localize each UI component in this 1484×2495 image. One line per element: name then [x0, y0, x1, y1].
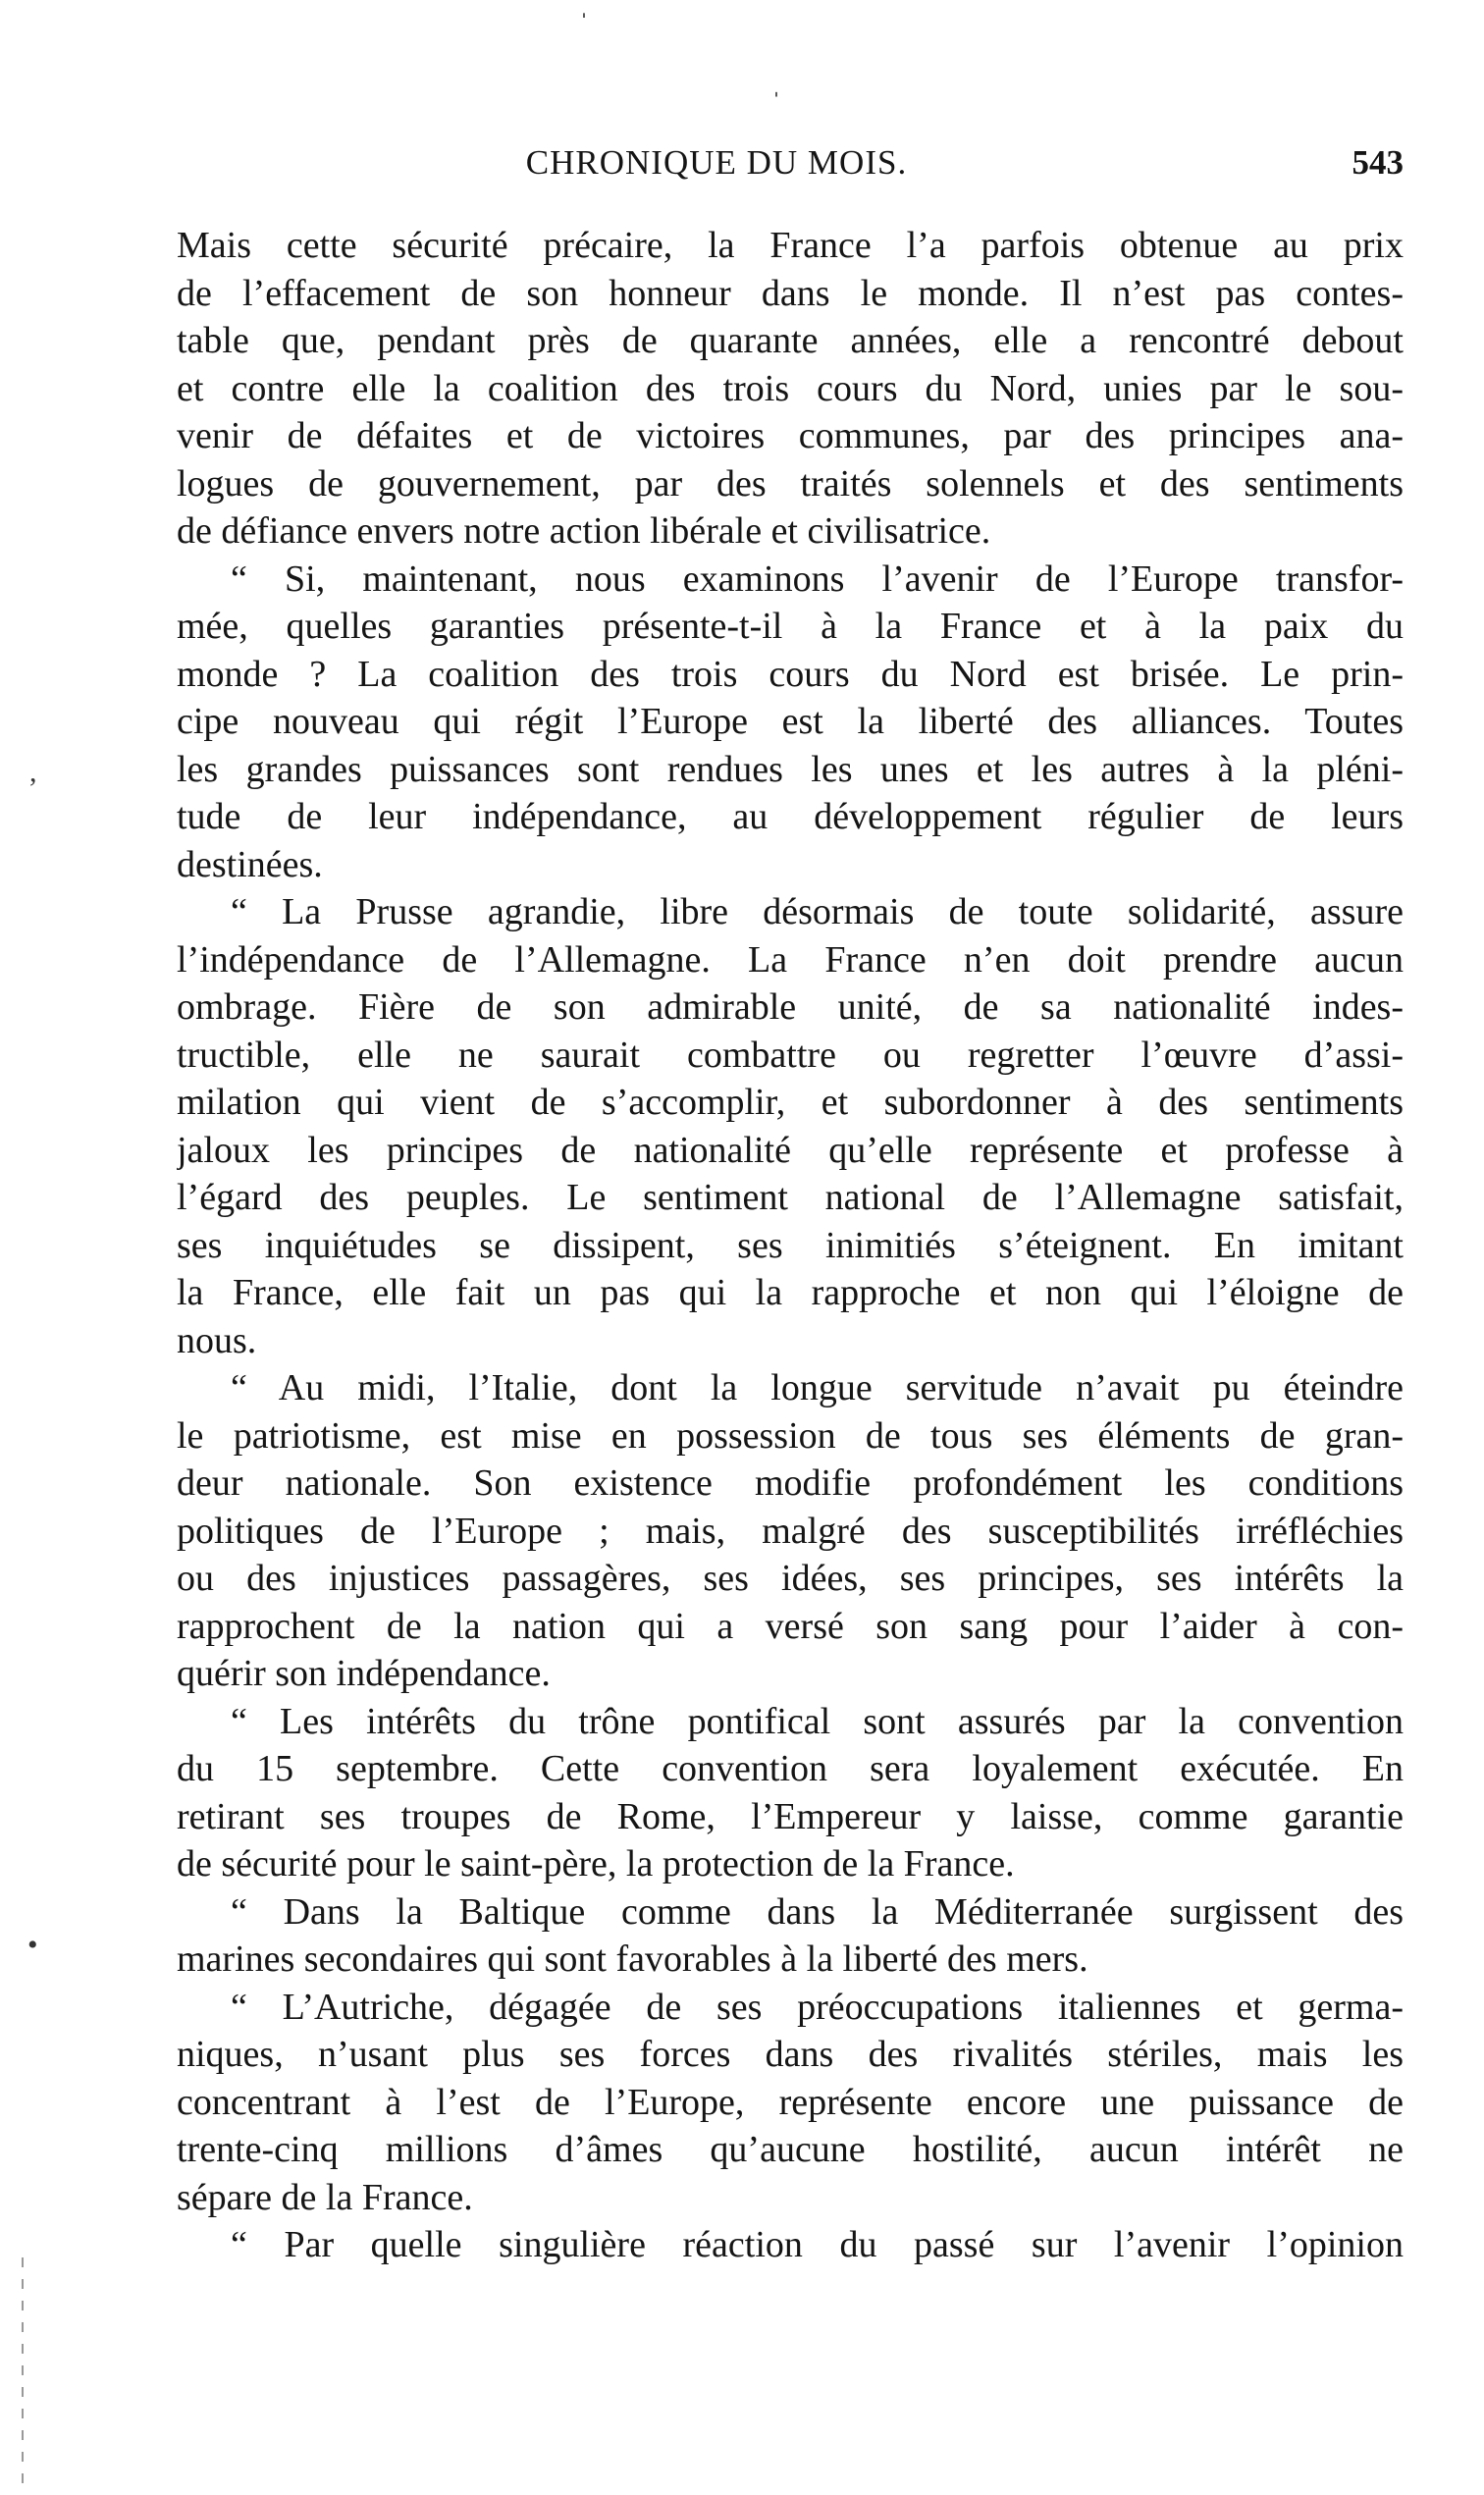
text-line: “ Par quelle singulière réaction du passé sur l’avenir l’opinion — [231, 2224, 1404, 2265]
text-line: Mais cette sécurité précaire, la France l’a parfois obtenue au prix — [177, 225, 1404, 266]
text-line: et contre elle la coalition des trois cours du Nord, unies par le sou- — [177, 367, 1404, 409]
text-line: “ Les intérêts du trône pontifical sont assurés par la convention — [231, 1700, 1404, 1742]
text-line: “ L’Autriche, dégagée de ses préoccupations italiennes et germa- — [231, 1986, 1404, 2028]
text-line: les grandes puissances sont rendues les unes et les autres à la pléni- — [177, 748, 1404, 790]
text-line: rapprochent de la nation qui a versé son sang pour l’aider à con- — [177, 1605, 1404, 1647]
scan-speck: , — [29, 756, 37, 788]
text-line: quérir son indépendance. — [177, 1653, 551, 1694]
text-line: table que, pendant près de quarante années, elle a rencontré debout — [177, 320, 1404, 361]
running-title: CHRONIQUE DU MOIS. — [525, 143, 908, 182]
text-line: tude de leur indépendance, au développement régulier de leurs — [177, 796, 1404, 837]
text-line: marines secondaires qui sont favorables à la liberté des mers. — [177, 1938, 1088, 1980]
text-line: nous. — [177, 1319, 257, 1361]
text-line: “ Dans la Baltique comme dans la Méditerranée surgissent des — [231, 1890, 1404, 1933]
text-line: monde ? La coalition des trois cours du Nord est brisée. Le prin- — [177, 653, 1404, 695]
text-line: venir de défaites et de victoires communes, par des principes ana- — [177, 415, 1404, 456]
text-line: ombrage. Fière de son admirable unité, de sa nationalité indes- — [177, 986, 1404, 1028]
text-line: l’indépendance de l’Allemagne. La France n’en doit prendre aucun — [177, 938, 1404, 981]
text-line: retirant ses troupes de Rome, l’Empereur y laisse, comme garantie — [177, 1795, 1404, 1837]
scan-speck: • — [27, 1929, 38, 1961]
scan-margin-mark — [22, 2257, 24, 2483]
text-line: sépare de la France. — [177, 2176, 473, 2218]
text-line: du 15 septembre. Cette convention sera loyalement exécutée. En — [177, 1748, 1404, 1789]
scan-speck: ˈ — [579, 8, 589, 40]
text-line: la France, elle fait un pas qui la rapproche et non qui l’éloigne de — [177, 1272, 1404, 1313]
text-line: cipe nouveau qui régit l’Europe est la liberté des alliances. Toutes — [177, 701, 1404, 742]
page-number: 543 — [1352, 143, 1404, 182]
text-line: l’égard des peuples. Le sentiment national de l’Allemagne satisfait, — [177, 1177, 1404, 1218]
text-line: “ Au midi, l’Italie, dont la longue servitude n’avait pu éteindre — [231, 1367, 1404, 1408]
running-head — [177, 143, 1404, 192]
text-line: destinées. — [177, 843, 323, 885]
text-line: politiques de l’Europe ; mais, malgré des susceptibilités irréfléchies — [177, 1510, 1404, 1552]
text-line: deur nationale. Son existence modifie profondément les conditions — [177, 1462, 1404, 1504]
scan-speck: ˌ — [771, 65, 781, 97]
text-line: mée, quelles garanties présente-t-il à la France et à la paix du — [177, 606, 1404, 647]
text-line: niques, n’usant plus ses forces dans des rivalités stériles, mais les — [177, 2034, 1404, 2075]
text-line: “ Si, maintenant, nous examinons l’avenir de l’Europe transfor- — [231, 557, 1404, 600]
text-line: ou des injustices passagères, ses idées, ses principes, ses intérêts la — [177, 1558, 1404, 1599]
text-line: milation qui vient de s’accomplir, et subordonner à des sentiments — [177, 1082, 1404, 1123]
text-line: de l’effacement de son honneur dans le monde. Il n’est pas contes- — [177, 272, 1404, 314]
text-line: de défiance envers notre action libérale et civilisatrice. — [177, 510, 991, 552]
text-line: logues de gouvernement, par des traités solennels et des sentiments — [177, 462, 1404, 504]
text-line: trente-cinq millions d’âmes qu’aucune hostilité, aucun intérêt ne — [177, 2129, 1404, 2170]
text-line: ses inquiétudes se dissipent, ses inimitiés s’éteignent. En imitant — [177, 1224, 1404, 1266]
body-text — [177, 222, 1404, 2269]
text-line: tructible, elle ne saurait combattre ou regretter l’œuvre d’assi- — [177, 1034, 1404, 1076]
text-line: de sécurité pour le saint-père, la protection de la France. — [177, 1843, 1015, 1885]
text-line: concentrant à l’est de l’Europe, représente encore une puissance de — [177, 2081, 1404, 2123]
text-line: jaloux les principes de nationalité qu’elle représente et professe à — [177, 1129, 1404, 1171]
text-line: le patriotisme, est mise en possession de tous ses éléments de gran- — [177, 1414, 1404, 1457]
text-line: “ La Prusse agrandie, libre désormais de toute solidarité, assure — [231, 891, 1404, 932]
